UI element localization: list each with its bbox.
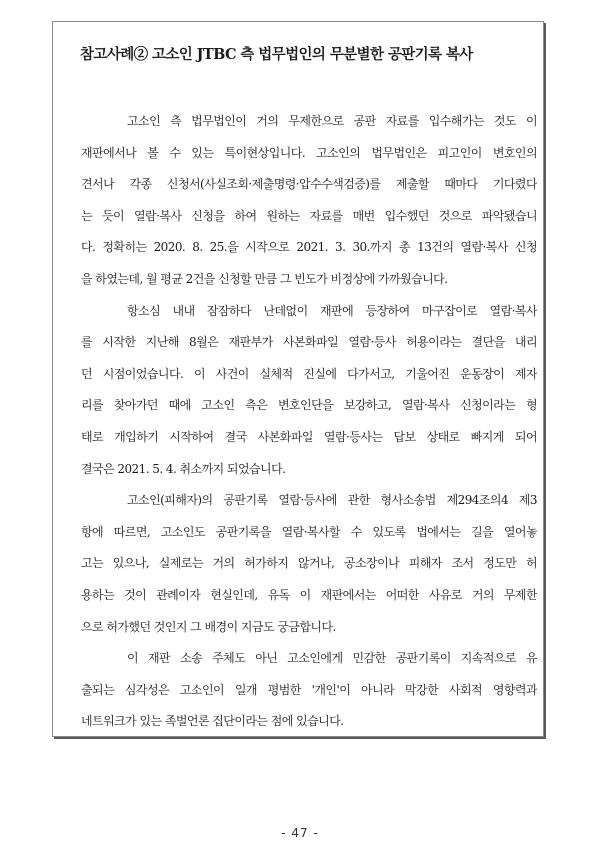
text-line: 용하는 것이 관례이자 현실인데, 유독 이 재판에서는 어떠한 사유로 거의 무제한 — [81, 587, 537, 602]
text-line: 는 듯이 열람·복사 신청을 하여 원하는 자료를 매번 입수했던 것으로 파악됐습니 — [81, 208, 537, 223]
text-line: 리를 찾아가던 때에 고소인 측은 변호인단을 보강하고, 열람·복사 신청이라는 형 — [81, 398, 537, 413]
text-line: 던 시점이었습니다. 이 사건이 실체적 진실에 다가서고, 기울어진 운동장이 제자 — [81, 366, 537, 381]
text-line: 항소심 내내 잠잠하다 난데없이 재판에 등장하여 마구잡이로 열람·복사 — [127, 303, 537, 318]
text-line: 네트워크가 있는 족벌언론 집단이라는 점에 있습니다. — [81, 714, 344, 729]
case-body — [81, 110, 537, 742]
paragraph-3 — [81, 489, 537, 647]
text-line: 이 재판 소송 주체도 아닌 고소인에게 민감한 공판기록이 지속적으로 유 — [127, 651, 537, 666]
text-line: 항에 따르면, 고소인도 공판기록을 열람·복사할 수 있도록 법에서는 길을 열어놓 — [81, 524, 537, 539]
text-line: 고소인 측 법무법인이 거의 무제한으로 공판 자료를 입수해가는 것도 이 — [127, 114, 537, 128]
text-line: 으로 허가했던 것인지 그 배경이 지금도 궁금합니다. — [81, 619, 336, 634]
text-line: 출되는 심각성은 고소인이 일개 평범한 '개인'이 아니라 막강한 사회적 영향력과 — [81, 682, 537, 697]
text-line: 를 시작한 지난해 8월은 재판부가 사본화파일 열람·등사 허용이라는 결단을 내리 — [81, 335, 537, 350]
case-title: 참고사례② 고소인 JTBC 측 법무법인의 무분별한 공판기록 복사 — [80, 46, 473, 63]
paragraph-2 — [81, 300, 537, 490]
text-line: 결국은 2021. 5. 4. 취소까지 되었습니다. — [81, 461, 286, 476]
text-line: 재판에서나 볼 수 있는 특이현상입니다. 고소인의 법무법인은 피고인이 변호인의 — [81, 145, 537, 160]
page-number: - 47 - — [281, 826, 319, 840]
text-line: 태로 개입하기 시작하여 결국 사본화파일 열람·등사는 답보 상태로 빠지게 되어 — [81, 429, 537, 444]
paragraph-4 — [81, 647, 537, 742]
paragraph-1 — [81, 110, 537, 300]
text-line: 고는 있으나, 실제로는 거의 허가하지 않거나, 공소장이나 피해자 조서 정도만 허 — [81, 556, 537, 571]
text-line: 고소인(피해자)의 공판기록 열람·등사에 관한 형사소송법 제294조의4 제3 — [127, 493, 537, 508]
text-line: 다. 정확히는 2020. 8. 25.을 시작으로 2021. 3. 30.까지 총 13건의 열람·복사 신청 — [81, 240, 537, 255]
text-line: 견서나 각종 신청서(사실조회·제출명령·압수수색검증)를 제출할 때마다 기다렸다 — [81, 177, 537, 192]
text-line: 을 하였는데, 월 평균 2건을 신청할 만큼 그 빈도가 비정상에 가까웠습니다. — [81, 271, 448, 286]
